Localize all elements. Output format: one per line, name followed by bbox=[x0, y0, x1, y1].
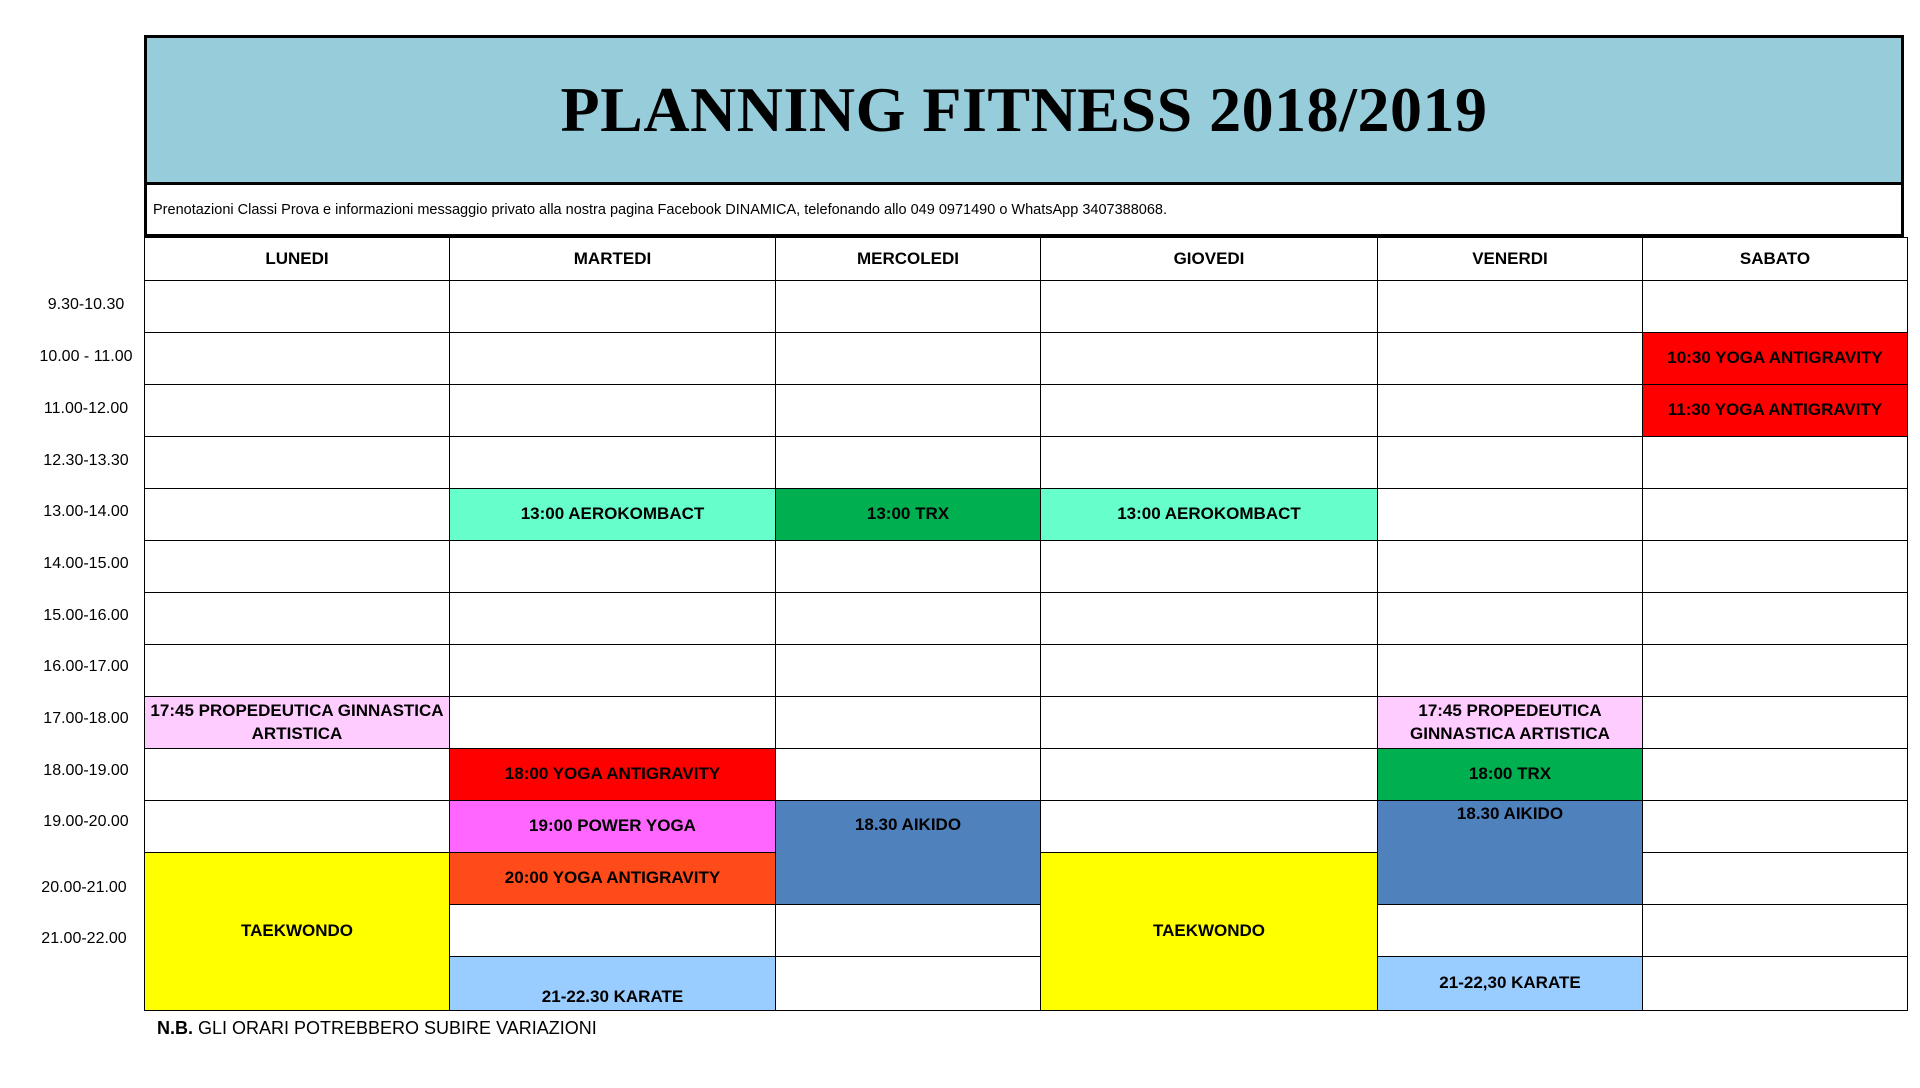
day-header-sabato: SABATO bbox=[1643, 238, 1908, 281]
schedule-table bbox=[144, 237, 1908, 1011]
table-row bbox=[145, 281, 1908, 333]
class-cell: 21-22.30 KARATE bbox=[450, 957, 776, 1011]
table-row bbox=[145, 333, 1908, 385]
day-header-row bbox=[145, 238, 1908, 281]
table-row bbox=[145, 697, 1908, 749]
class-cell: 17:45 PROPEDEUTICA GINNASTICA ARTISTICA bbox=[145, 697, 450, 749]
table-row bbox=[145, 801, 1908, 853]
class-cell: 18.30 AIKIDO bbox=[1378, 801, 1643, 905]
table-row bbox=[145, 541, 1908, 593]
time-label: 19.00-20.00 bbox=[43, 813, 129, 830]
class-cell: 11:30 YOGA ANTIGRAVITY bbox=[1643, 385, 1908, 437]
class-cell: TAEKWONDO bbox=[1041, 853, 1378, 1011]
time-label: 9.30-10.30 bbox=[47, 296, 125, 313]
time-label: 18.00-19.00 bbox=[43, 762, 129, 779]
day-header-giovedi: GIOVEDI bbox=[1041, 238, 1378, 281]
day-header-martedi: MARTEDI bbox=[450, 238, 776, 281]
table-row bbox=[145, 385, 1908, 437]
time-label: 11.00-12.00 bbox=[43, 400, 129, 417]
time-label: 10.00 - 11.00 bbox=[39, 348, 133, 365]
info-line: Prenotazioni Classi Prova e informazioni messaggio privato alla nostra pagina Facebook DINAMICA, telefonando allo 049 0971490 o WhatsApp 3407388068. bbox=[144, 185, 1904, 237]
table-row bbox=[145, 593, 1908, 645]
time-label: 13.00-14.00 bbox=[43, 503, 129, 520]
class-cell: 13:00 TRX bbox=[776, 489, 1041, 541]
table-row bbox=[145, 645, 1908, 697]
class-cell: 20:00 YOGA ANTIGRAVITY bbox=[450, 853, 776, 905]
day-header-mercoledi: MERCOLEDI bbox=[776, 238, 1041, 281]
day-header-venerdi: VENERDI bbox=[1378, 238, 1643, 281]
class-cell: 18:00 YOGA ANTIGRAVITY bbox=[450, 749, 776, 801]
time-label: 21.00-22.00 bbox=[41, 930, 127, 947]
footnote bbox=[157, 1018, 597, 1039]
class-cell: 10:30 YOGA ANTIGRAVITY bbox=[1643, 333, 1908, 385]
class-cell: 13:00 AEROKOMBACT bbox=[1041, 489, 1378, 541]
time-label: 15.00-16.00 bbox=[43, 607, 129, 624]
time-label: 12.30-13.30 bbox=[43, 452, 129, 469]
time-label: 20.00-21.00 bbox=[41, 879, 127, 896]
class-cell: 18:00 TRX bbox=[1378, 749, 1643, 801]
class-cell: 19:00 POWER YOGA bbox=[450, 801, 776, 853]
class-cell: TAEKWONDO bbox=[145, 853, 450, 1011]
time-label: 16.00-17.00 bbox=[43, 658, 129, 675]
table-row bbox=[145, 437, 1908, 489]
time-label: 17.00-18.00 bbox=[43, 710, 129, 727]
table-row bbox=[145, 489, 1908, 541]
class-cell bbox=[776, 801, 1041, 905]
table-row bbox=[145, 749, 1908, 801]
footnote-text: GLI ORARI POTREBBERO SUBIRE VARIAZIONI bbox=[193, 1018, 597, 1038]
time-label: 14.00-15.00 bbox=[43, 555, 129, 572]
footnote-prefix: N.B. bbox=[157, 1018, 193, 1038]
day-header-lunedi: LUNEDI bbox=[145, 238, 450, 281]
class-cell: 21-22,30 KARATE bbox=[1378, 957, 1643, 1011]
class-cell: 13:00 AEROKOMBACT bbox=[450, 489, 776, 541]
page-title: PLANNING FITNESS 2018/2019 bbox=[560, 74, 1488, 145]
class-cell: 17:45 PROPEDEUTICA GINNASTICA ARTISTICA bbox=[1378, 697, 1643, 749]
class-label: 18.30 AIKIDO bbox=[854, 815, 962, 834]
title-banner bbox=[144, 35, 1904, 185]
